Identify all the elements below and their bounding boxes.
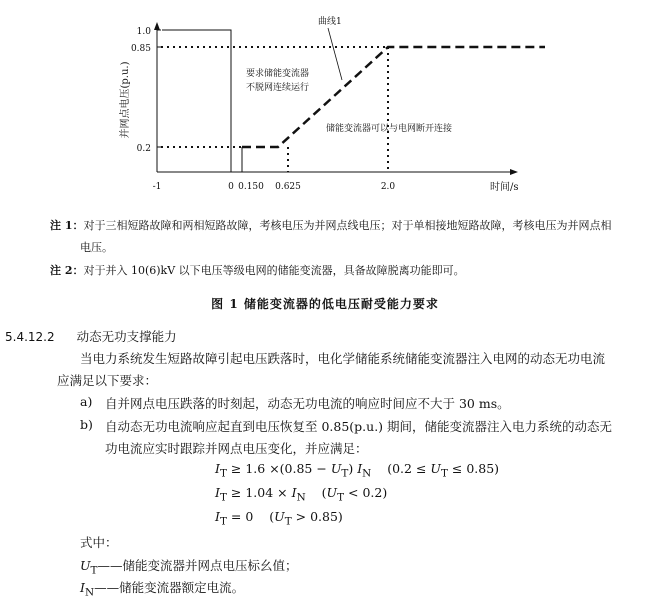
- where-label: 式中：: [80, 535, 118, 550]
- intro-line-1: 当电力系统发生短路故障引起电压跌落时，电化学储能系统储能变流器注入电网的动态无功电流: [80, 351, 606, 366]
- note-1: [50, 216, 611, 236]
- note-1-continued: 电压。: [80, 241, 113, 254]
- x-tick-label-2.0: 2.0: [380, 182, 396, 192]
- definition-I: $I_N——$储能变流器额定电流。: [80, 580, 245, 599]
- y-axis-arrow: [154, 22, 160, 30]
- formula-3: $I_T = 0$ $(U_T > 0.85)$: [215, 509, 343, 528]
- item-b-label: b): [80, 417, 93, 432]
- x-tick-label-neg1: -1: [152, 182, 162, 192]
- note-1-label: 注 1：: [50, 219, 84, 232]
- x-tick-label-0.150: 0.150: [238, 182, 264, 192]
- note-1-text: 对于三相短路故障和两相短路故障，考核电压为并网点线电压；对于单相接地短路故障，考核电压为并网点相: [83, 219, 612, 232]
- note-2-text: 对于并入 10(6)kV 以下电压等级电网的储能变流器，具备故障脱离功能即可。: [83, 264, 465, 277]
- x-axis-label: 时间/s: [490, 182, 519, 193]
- y-tick-label-1.0: 1.0: [136, 27, 151, 37]
- intro-line-2: 应满足以下要求：: [57, 373, 158, 388]
- y-axis-label: 并网点电压(p.u.): [120, 61, 131, 139]
- section-number: 5.4.12.2: [5, 330, 55, 344]
- y-tick-label-0.85: 0.85: [130, 44, 151, 54]
- y-tick-label-0.2: 0.2: [136, 144, 151, 154]
- figure-caption: 图 1 储能变流器的低电压耐受能力要求: [211, 297, 439, 311]
- x-axis-arrow: [510, 169, 518, 175]
- section-title: 动态无功支撑能力: [76, 329, 177, 344]
- annotation-continuous-line1: 要求储能变流器: [246, 69, 310, 79]
- item-a-text: 自并网点电压跌落的时刻起，动态无功电流的响应时间应不大于 30 ms。: [105, 396, 510, 411]
- annotation-disconnect: 储能变流器可以与电网断开连接: [326, 124, 453, 134]
- curve-1-pointer: [328, 28, 342, 80]
- definition-U: $U_T——$储能变流器并网点电压标幺值；: [80, 558, 298, 577]
- x-tick-label-0: 0: [228, 182, 234, 192]
- voltage-pre-fault-box: [162, 30, 231, 172]
- item-b-line-1: 自动态无功电流响应起直到电压恢复至 0.85(p.u.) 期间，储能变流器注入电力系统的动态无: [105, 419, 613, 434]
- curve-1-label: 曲线1: [318, 17, 342, 27]
- formula-1: $I_T \ge 1.6 \times(0.85 - U_T)$ $I_N$ $(0.2 \le U_T \le 0.85)$: [215, 461, 500, 480]
- low-voltage-ride-through-chart: [0, 0, 650, 215]
- x-tick-label-0.625: 0.625: [275, 182, 301, 192]
- item-a-label: a): [80, 394, 93, 409]
- annotation-continuous-line2: 不脱网连续运行: [246, 83, 310, 93]
- section-heading: [5, 327, 177, 345]
- formula-2: $I_T \ge 1.04 \times I_N$ $(U_T < 0.2)$: [215, 485, 388, 504]
- item-b-line-2: 功电流应实时跟踪并网点电压变化，并应满足：: [105, 441, 368, 456]
- note-2-label: 注 2：: [50, 264, 84, 277]
- note-2: [50, 261, 465, 281]
